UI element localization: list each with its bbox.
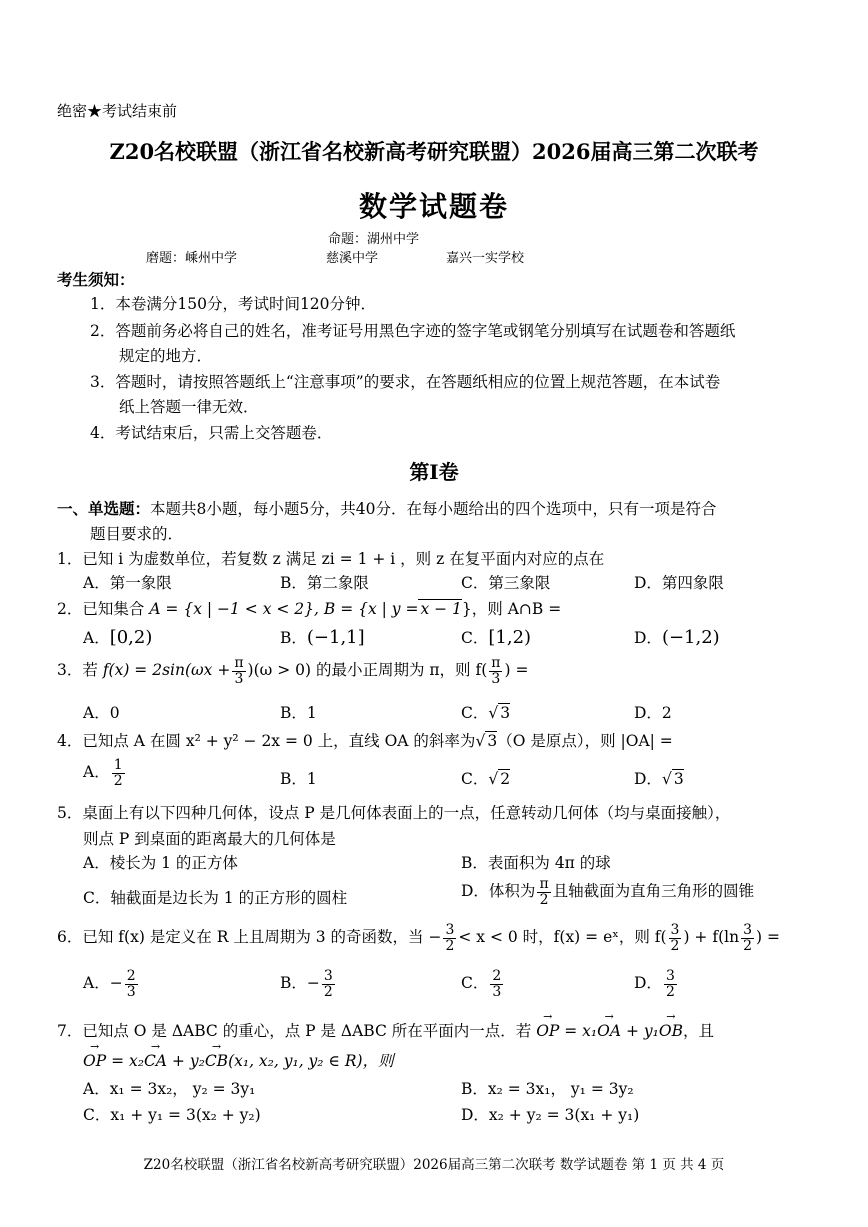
q2-radical: x − 1 xyxy=(420,600,462,618)
q7-option-a: A．x₁ = 3x₂， y₂ = 3y₁ xyxy=(83,1080,256,1098)
q5-option-c: C．轴截面是边长为 1 的正方形的圆柱 xyxy=(83,889,348,907)
paper-title: 数学试题卷 xyxy=(358,190,509,223)
credit-proposer: 命题：湖州中学 xyxy=(328,232,420,247)
q3-option-b: B．1 xyxy=(280,704,317,722)
notice-item: 1．本卷满分150分，考试时间120分钟． xyxy=(90,295,377,313)
q4-option-d: D．√ 3 xyxy=(634,770,684,788)
q1-option-d: D．第四象限 xyxy=(634,574,724,592)
section-label: 一、单选题： xyxy=(57,499,151,518)
q7-stem-line-2: → OP = x₂→ CA + y₂→ CB(x₁, x₂, y₁, y₂ ∈ R)，则 xyxy=(83,1049,394,1071)
q5-option-d: D．体积为 $\frac{\pi}{2}$ 且轴截面为直角三角形的圆锥 xyxy=(461,876,755,908)
q1-option-a: A．第一象限 xyxy=(83,574,172,592)
q5-option-a: A．棱长为 1 的正方体 xyxy=(83,854,238,872)
notice-item: 3．答题时，请按照答题纸上“注意事项”的要求，在答题纸相应的位置上规范答题，在本试卷 xyxy=(90,373,721,391)
q7-option-b: B．x₂ = 3x₁， y₁ = 3y₂ xyxy=(461,1080,634,1098)
q1-option-b: B．第二象限 xyxy=(280,574,369,592)
q5-stem-line-1: 5．桌面上有以下四种几何体，设点 P 是几何体表面上的一点，任意转动几何体（均与桌面接触）， xyxy=(57,804,731,822)
section-desc: 本题共8小题，每小题5分，共40分．在每小题给出的四个选项中，只有一项是符合 xyxy=(150,500,717,518)
volume-heading: 第Ⅰ卷 xyxy=(409,460,459,484)
q3-fraction: $\frac{\pi}{3}$ xyxy=(234,655,244,687)
q4-option-c: C．√ 2 xyxy=(461,770,511,788)
q5-option-b: B．表面积为 4π 的球 xyxy=(461,854,611,872)
credit-reviewer-1: 磨题：嵊州中学 xyxy=(146,251,238,266)
notice-item: 规定的地方． xyxy=(119,347,213,365)
q3-option-c: C．√ 3 xyxy=(461,704,511,722)
q4-stem: 4．已知点 A 在圆 x² + y² − 2x = 0 上，直线 OA 的斜率为√ 3（O 是原点），则 |OA| = xyxy=(57,732,673,750)
q1-option-c: C．第三象限 xyxy=(461,574,551,592)
q6-option-a: A．− $\frac{2}{3}$ xyxy=(83,968,136,1000)
q2-option-b: B．(−1,1] xyxy=(280,627,365,648)
section-desc-2: 题目要求的． xyxy=(90,525,184,543)
q6-option-b: B．− $\frac{3}{2}$ xyxy=(280,968,333,1000)
q7-stem-line-1: 7．已知点 O 是 ΔABC 的重心，点 P 是 ΔABC 所在平面内一点．若 → OP = x₁→ OA + y₁→ OB，且 xyxy=(57,1019,714,1041)
q2-option-d: D．(−1,2) xyxy=(634,627,720,648)
q1-stem: 1．已知 i 为虚数单位，若复数 z 满足 zi = 1 + i ，则 z 在复平面内对应的点在 xyxy=(57,550,605,568)
notice-item: 纸上答题一律无效． xyxy=(119,398,259,416)
section-heading xyxy=(57,497,716,519)
q2-math: A = {x | −1 < x < 2}, B = {x | y = xyxy=(149,600,419,618)
page-footer: Z20名校联盟（浙江省名校新高考研究联盟）2026届高三第二次联考 数学试题卷 第 1 页 共 4 页 xyxy=(143,1157,725,1173)
credit-reviewer-3: 嘉兴一实学校 xyxy=(446,251,525,266)
q2-stem xyxy=(57,597,561,619)
q3-option-a: A．0 xyxy=(83,704,120,722)
q2-option-c: C．[1,2) xyxy=(461,627,532,648)
secret-label: 绝密★考试结束前 xyxy=(57,102,178,120)
q6-option-c: C． $\frac{2}{3}$ xyxy=(461,968,502,1000)
q6-option-d: D． $\frac{3}{2}$ xyxy=(634,968,675,1000)
q2-option-a: A．[0,2) xyxy=(83,627,153,648)
credit-reviewer-2: 慈溪中学 xyxy=(326,251,379,266)
q2-number: 2．已知集合 xyxy=(57,600,145,618)
notice-item: 4．考试结束后，只需上交答题卷． xyxy=(90,424,333,442)
q7-option-d: D．x₂ + y₂ = 3(x₁ + y₁) xyxy=(461,1106,640,1124)
notice-heading: 考生须知： xyxy=(57,270,135,289)
q5-stem-line-2: 则点 P 到桌面的距离最大的几何体是 xyxy=(83,830,336,848)
q3-stem: 3．若 f(x) = 2sin(ωx + $\frac{\pi}{3}$ )(ω > 0) 的最小正周期为 π，则 f( $\frac{\pi}{3}$ ) = xyxy=(57,655,529,687)
q7-option-c: C．x₁ + y₁ = 3(x₂ + y₂) xyxy=(83,1106,261,1124)
q6-stem: 6．已知 f(x) 是定义在 R 上且周期为 3 的奇函数，当 − $\frac{3}{2}$ < x < 0 时，f(x) = eˣ，则 f( $\frac{3}{2}$ ) + f(ln $\frac{3}{2}$ ) = xyxy=(57,922,780,954)
q2-end: }，则 A∩B = xyxy=(461,600,562,618)
q4-option-b: B．1 xyxy=(280,770,317,788)
exam-title: Z20名校联盟（浙江省名校新高考研究联盟）2026届高三第二次联考 xyxy=(109,139,759,164)
notice-item: 2．答题前务必将自己的姓名，准考证号用黑色字迹的签字笔或钢笔分别填写在试题卷和答题纸 xyxy=(90,322,736,340)
q3-option-d: D．2 xyxy=(634,704,672,722)
q3-fraction-2: $\frac{\pi}{3}$ xyxy=(491,655,501,687)
q4-option-a: A． $\frac{1}{2}$ xyxy=(83,757,123,789)
